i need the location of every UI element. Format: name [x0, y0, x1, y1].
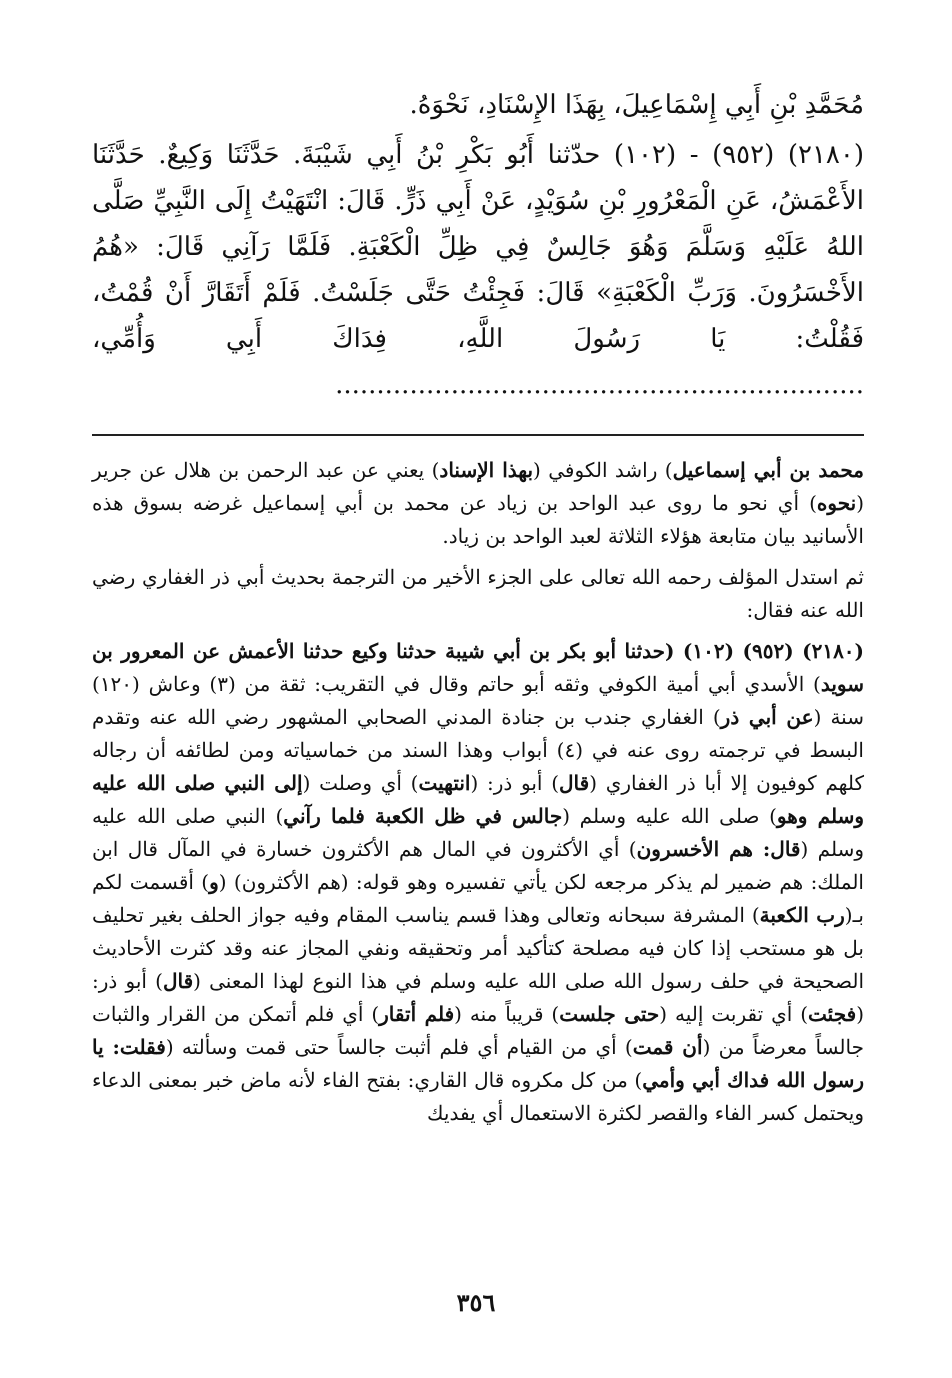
plain-text: ) أي فلم أتمكن من القرار والثبات جالساً معرضاً من ( — [92, 1002, 864, 1059]
plain-text: ) أي من القيام أي فلم أثبت جالساً حتى قمت وسألته ( — [165, 1035, 633, 1059]
plain-text: ) أقسمت لكم بـ( — [92, 870, 864, 927]
plain-text: ) المشرفة سبحانه وتعالى وهذا قسم يناسب المقام وفيه جواز الحلف بغير تحليف بل هو مستحب إذا كان فيه مصلحة كتأكيد أمر وتحقيقه ونفي المجاز عنه وقد كثرت الأحاديث الصحيحة في حلف رسول الله صلى الله عليه وسلم في هذا النوع لهذا المعنى ( — [92, 903, 865, 993]
bold-phrase: بهذا الإسناد — [439, 458, 534, 482]
hadith-number: (٢١٨٠) (٩٥٢) - (١٠٢) — [613, 140, 865, 170]
bold-phrase: انتهيت — [418, 771, 471, 795]
bold-phrase: فلم أتقار — [379, 1002, 455, 1026]
plain-text: ) يعني عن عبد الرحمن بن هلال عن جرير ( — [92, 458, 864, 515]
bold-phrase: عن أبي ذر — [720, 705, 814, 729]
bold-phrase: فجئت — [808, 1002, 857, 1026]
bold-phrase: رب الكعبة — [759, 903, 845, 927]
bold-phrase: أن قمت — [632, 1035, 703, 1059]
plain-text: ) أي وصلت ( — [302, 771, 419, 795]
bold-phrase: محمد بن أبي إسماعيل — [672, 458, 865, 482]
bold-phrase: جالس في ظل الكعبة فلما رآني — [283, 804, 563, 828]
bold-phrase: قال: هم الأخسرون — [636, 837, 801, 861]
plain-text: ) أي نحو ما روى عبد الواحد بن زياد عن محمد بن أبي إسماعيل غرضه بسوق هذه الأسانيد بيان متابعة هؤلاء الثلاثة لعبد الواحد بن زياد. — [92, 491, 864, 548]
plain-text: ) أبو ذر: ( — [92, 969, 864, 1026]
plain-text: ) الأسدي أبي أمية الكوفي وثقه أبو حاتم وقال في التقريب: ثقة من (٣) وعاش (١٢٠) سنة ( — [92, 672, 864, 729]
page-body — [92, 82, 864, 1138]
bold-phrase: نحوه — [816, 491, 857, 515]
bold-phrase: قال — [162, 969, 194, 993]
commentary-paragraph-1 — [92, 454, 864, 553]
page-number: ٣٥٦ — [456, 1288, 496, 1317]
bold-phrase: (٢١٨٠) (٩٥٢) (١٠٢) (حدثنا أبو بكر بن أبي شيبة حدثنا وكيع حدثنا الأعمش عن المعرور بن سويد — [92, 639, 865, 696]
hadith-paragraph — [92, 132, 864, 408]
footnote-divider — [92, 434, 864, 436]
bold-phrase: و — [209, 870, 219, 894]
commentary-text — [92, 454, 864, 1130]
hadith-text — [92, 82, 864, 408]
bold-phrase: فقلت: يا رسول الله فداك أبي وأمي — [92, 1035, 864, 1092]
commentary-paragraph-2: ثم استدل المؤلف رحمه الله تعالى على الجزء الأخير من الترجمة بحديث أبي ذر الغفاري رضي الله عنه فقال: — [92, 565, 864, 622]
bold-phrase: إلى النبي صلى الله عليه وسلم وهو — [92, 771, 864, 828]
plain-text: ) راشد الكوفي ( — [533, 458, 673, 482]
ellipsis-dots: ................................................................ — [335, 370, 864, 400]
bold-phrase: حتى جلست — [559, 1002, 660, 1026]
plain-text: ) أي تقربت إليه ( — [659, 1002, 809, 1026]
bold-phrase: قال — [559, 771, 590, 795]
plain-text: ) أي الأكثرون في المال هم الأكثرون خسارة في المآل قال ابن الملك: هم ضمير لم يذكر مرجعه لكن يأتي تفسيره وهو قوله: (هم الأكثرون) ( — [92, 837, 864, 894]
plain-text: ) أبو ذر: ( — [470, 771, 560, 795]
plain-text: ) من كل مكروه قال القاري: بفتح الفاء لأنه ماض خبر بمعنى الدعاء ويحتمل كسر الفاء والقصر لكثرة الاستعمال أي يفديك — [92, 1068, 864, 1125]
hadith-line-1: مُحَمَّدِ بْنِ أَبِي إِسْمَاعِيلَ، بِهَذَا الإِسْنَادِ، نَحْوَهُ. — [409, 90, 864, 120]
commentary-paragraph-3 — [92, 635, 864, 1130]
plain-text: ) النبي صلى الله عليه وسلم ( — [92, 804, 864, 861]
plain-text: ) صلى الله عليه وسلم ( — [562, 804, 777, 828]
hadith-matn: حدّثنا أَبُو بَكْرِ بْنُ أَبِي شَيْبَةَ. حَدَّثَنَا وَكِيعٌ. حَدَّثَنَا الأَعْمَشُ، عَنِ الْمَعْرُورِ بْنِ سُوَيْدٍ، عَنْ أَبِي ذَرٍّ. قَالَ: انْتَهَيْتُ إِلَى النَّبِيِّ صَلَّى اللهُ عَلَيْهِ وَسَلَّمَ وَهُوَ جَالِسٌ فِي ظِلِّ الْكَعْبَةِ. فَلَمَّا رَآنِي قَالَ: «هُمُ الأَخْسَرُونَ. وَرَبِّ الْكَعْبَةِ» قَالَ: فَجِئْتُ حَتَّى جَلَسْتُ. فَلَمْ أَتَقَارَّ أَنْ قُمْتُ، فَقُلْتُ: يَا رَسُولَ اللَّهِ، فِدَاكَ أَبِي وَأُمِّي، — [92, 140, 864, 354]
plain-text: ) الغفاري جندب بن جنادة المدني الصحابي المشهور رضي الله عنه وتقدم البسط في ترجمته روى عنه في (٤) أبواب وهذا السند من خماسياته ومن لطائفه أن رجاله كلهم كوفيون إلا أبا ذر الغفاري ( — [92, 705, 864, 795]
plain-text: ) قريباً منه ( — [454, 1002, 560, 1026]
